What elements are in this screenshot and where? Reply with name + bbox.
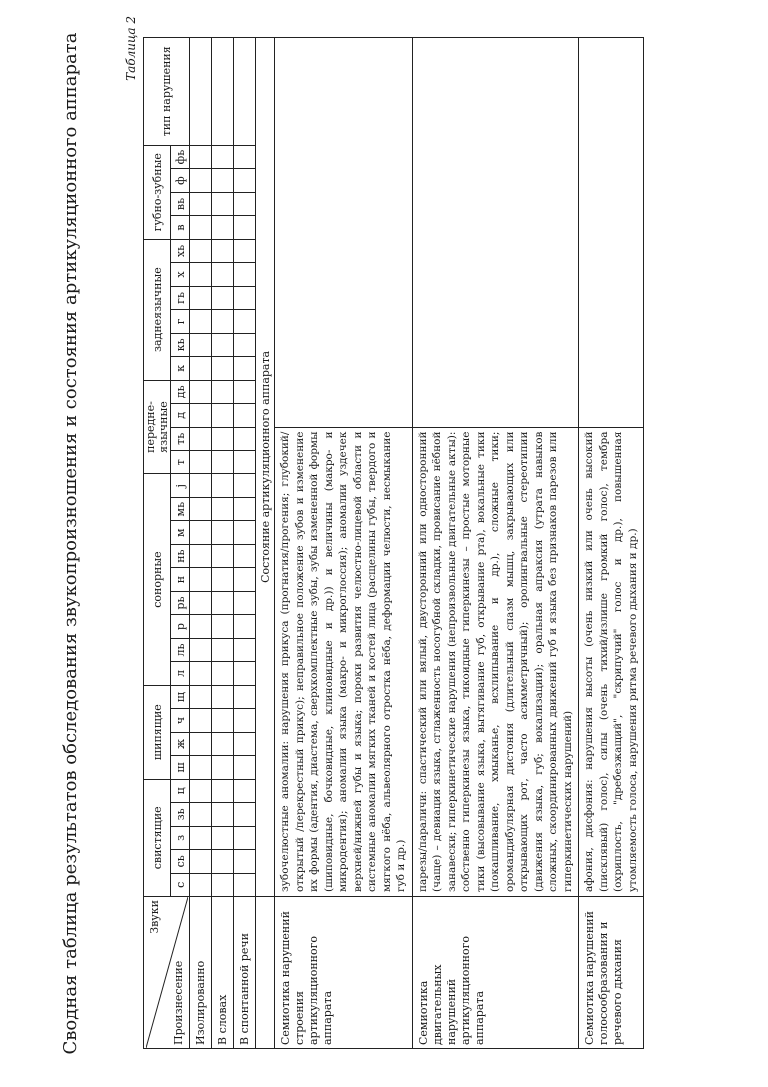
entry-cell[interactable] bbox=[212, 756, 234, 779]
entry-cell[interactable] bbox=[190, 756, 212, 779]
entry-cell[interactable] bbox=[190, 662, 212, 685]
pronunciation-row bbox=[212, 37, 234, 1048]
entry-cell[interactable] bbox=[234, 521, 256, 544]
semiotics-row bbox=[275, 37, 413, 1048]
entry-cell[interactable] bbox=[234, 216, 256, 239]
entry-cell[interactable] bbox=[190, 169, 212, 192]
sound-group-header: губно-зубные bbox=[144, 145, 171, 239]
entry-cell[interactable] bbox=[234, 310, 256, 333]
row-label: В словах bbox=[212, 897, 234, 1049]
entry-cell[interactable] bbox=[212, 568, 234, 591]
entry-cell[interactable] bbox=[190, 826, 212, 849]
entry-cell[interactable] bbox=[190, 497, 212, 520]
entry-cell[interactable] bbox=[234, 37, 256, 145]
entry-cell[interactable] bbox=[234, 286, 256, 309]
entry-cell[interactable] bbox=[212, 145, 234, 169]
entry-cell[interactable] bbox=[190, 615, 212, 638]
sound-column-header: нь bbox=[171, 544, 190, 567]
sound-column-header: щ bbox=[171, 685, 190, 709]
entry-cell[interactable] bbox=[190, 591, 212, 614]
sound-column-header: хь bbox=[171, 239, 190, 263]
entry-cell[interactable] bbox=[190, 333, 212, 356]
sound-column-header: р bbox=[171, 615, 190, 638]
entry-cell[interactable] bbox=[212, 638, 234, 661]
entry-cell[interactable] bbox=[234, 380, 256, 404]
sound-column-header: ль bbox=[171, 638, 190, 661]
entry-cell[interactable] bbox=[234, 709, 256, 732]
entry-cell[interactable] bbox=[212, 779, 234, 803]
sound-column-header: в bbox=[171, 216, 190, 239]
entry-cell[interactable] bbox=[212, 732, 234, 755]
entry-cell[interactable] bbox=[212, 544, 234, 567]
entry-cell[interactable] bbox=[234, 357, 256, 380]
sound-column-header: сь bbox=[171, 850, 190, 873]
entry-cell[interactable] bbox=[212, 169, 234, 192]
entry-cell[interactable] bbox=[212, 286, 234, 309]
entry-cell[interactable] bbox=[212, 192, 234, 215]
entry-cell[interactable] bbox=[190, 638, 212, 661]
entry-cell[interactable] bbox=[234, 169, 256, 192]
entry-cell[interactable] bbox=[212, 427, 234, 450]
sound-column-header: з bbox=[171, 826, 190, 849]
entry-cell[interactable] bbox=[234, 615, 256, 638]
entry-cell[interactable] bbox=[234, 685, 256, 709]
header-groups-row bbox=[144, 37, 171, 1048]
entry-cell[interactable] bbox=[234, 544, 256, 567]
entry-cell[interactable] bbox=[190, 451, 212, 474]
entry-cell[interactable] bbox=[234, 662, 256, 685]
entry-cell[interactable] bbox=[234, 404, 256, 427]
entry-cell[interactable] bbox=[190, 37, 212, 145]
entry-cell[interactable] bbox=[190, 145, 212, 169]
entry-cell[interactable] bbox=[234, 427, 256, 450]
sound-column-header: фь bbox=[171, 145, 190, 169]
entry-cell[interactable] bbox=[212, 263, 234, 286]
entry-cell[interactable] bbox=[212, 357, 234, 380]
entry-cell[interactable] bbox=[212, 451, 234, 474]
semiotics-label: Семиотика двигательных нарушений артикуляционного аппарата bbox=[412, 897, 579, 1049]
sound-column-header: дь bbox=[171, 380, 190, 404]
semiotics-entry[interactable] bbox=[579, 37, 644, 427]
entry-cell[interactable] bbox=[212, 826, 234, 849]
entry-cell[interactable] bbox=[190, 474, 212, 497]
entry-cell[interactable] bbox=[212, 216, 234, 239]
entry-cell[interactable] bbox=[190, 521, 212, 544]
section-title: Состояние артикуляционного аппарата bbox=[256, 37, 275, 896]
entry-cell[interactable] bbox=[234, 826, 256, 849]
pronunciation-row bbox=[234, 37, 256, 1048]
entry-cell[interactable] bbox=[234, 497, 256, 520]
entry-cell[interactable] bbox=[190, 310, 212, 333]
sound-column-header: вь bbox=[171, 192, 190, 215]
entry-cell[interactable] bbox=[212, 239, 234, 263]
corner-pronunciation-label: Произнесение bbox=[171, 960, 185, 1045]
sound-column-header: ф bbox=[171, 169, 190, 192]
page-title: Сводная таблица результатов обследования звукопроизношения и состояния артикуляционного аппарата bbox=[60, 32, 81, 1055]
entry-cell[interactable] bbox=[234, 638, 256, 661]
entry-cell[interactable] bbox=[190, 263, 212, 286]
entry-cell[interactable] bbox=[212, 709, 234, 732]
entry-cell[interactable] bbox=[212, 380, 234, 404]
entry-cell[interactable] bbox=[190, 239, 212, 263]
entry-cell[interactable] bbox=[234, 451, 256, 474]
sound-group-header: заднеязычные bbox=[144, 239, 171, 380]
sound-column-header: кь bbox=[171, 333, 190, 356]
entry-cell[interactable] bbox=[212, 873, 234, 896]
sound-column-header: ш bbox=[171, 756, 190, 779]
entry-cell[interactable] bbox=[234, 732, 256, 755]
entry-cell[interactable] bbox=[190, 192, 212, 215]
sound-column-header: j bbox=[171, 474, 190, 497]
sound-column-header: ть bbox=[171, 427, 190, 450]
entry-cell[interactable] bbox=[234, 779, 256, 803]
violation-type-header: тип нарушения bbox=[144, 37, 190, 145]
entry-cell[interactable] bbox=[212, 497, 234, 520]
entry-cell[interactable] bbox=[212, 615, 234, 638]
entry-cell[interactable] bbox=[212, 685, 234, 709]
semiotics-label: Семиотика нарушений голосообразования и речевого дыхания bbox=[579, 897, 644, 1049]
entry-cell[interactable] bbox=[212, 662, 234, 685]
semiotics-entry[interactable] bbox=[412, 37, 579, 427]
entry-cell[interactable] bbox=[190, 850, 212, 873]
entry-cell[interactable] bbox=[190, 357, 212, 380]
entry-cell[interactable] bbox=[212, 404, 234, 427]
entry-cell[interactable] bbox=[234, 333, 256, 356]
sound-column-header: м bbox=[171, 521, 190, 544]
entry-cell[interactable] bbox=[190, 803, 212, 826]
sound-column-header: л bbox=[171, 662, 190, 685]
semiotics-description: парезы/параличи: спастический или вялый, двусторонний или односторонний (чаще) – девиация языка, сглаженность носогубной складки, провисание нёбной занавески; гиперкинетические нарушения (непроизвольные двигательные акты): собственно гиперкинезы языка, тикоидные гиперкинезы – простые моторные тики (высовывание языка, вытягивание губ, открывание рта), вокальные тики (покашливание, хмыканье, всхлипывание и др.), сложные тики; оромандибулярная дистония (длительный спазм мышц, закрывающих или открывающих рот, часто асимметричный); оролингвальные стереотипии (движения языка, губ; вокализации); оральная апраксия (утрата навыков сложных, скоординированных движений губ и языка без признаков парезов или гиперкинетических нарушений) bbox=[412, 427, 579, 896]
entry-cell[interactable] bbox=[212, 521, 234, 544]
entry-cell[interactable] bbox=[212, 850, 234, 873]
sound-group-header: передне-язычные bbox=[144, 380, 171, 474]
entry-cell[interactable] bbox=[212, 474, 234, 497]
entry-cell[interactable] bbox=[234, 239, 256, 263]
semiotics-description: афония, дисфония: нарушения высоты (очень низкий или очень высокий (писклявый) голос), силы (очень тихий/излише громкий голос), тембра (охриплость, "дребезжащий", "скрипучий" голос и др.), повышенная утомляемость голоса, нарушения ритма речевого дыхания и др.) bbox=[579, 427, 644, 896]
entry-cell[interactable] bbox=[190, 427, 212, 450]
sound-column-header: ч bbox=[171, 709, 190, 732]
entry-cell[interactable] bbox=[190, 380, 212, 404]
sound-column-header: ц bbox=[171, 779, 190, 803]
entry-cell[interactable] bbox=[234, 192, 256, 215]
entry-cell[interactable] bbox=[234, 568, 256, 591]
semiotics-row bbox=[412, 37, 579, 1048]
entry-cell[interactable] bbox=[234, 591, 256, 614]
sound-column-header: т bbox=[171, 451, 190, 474]
table-number: Таблица 2 bbox=[124, 16, 138, 81]
pronunciation-row bbox=[190, 37, 212, 1048]
sound-group-header: шипящие bbox=[144, 685, 171, 779]
sound-column-header: н bbox=[171, 568, 190, 591]
corner-sounds-label: Звуки bbox=[147, 900, 161, 934]
semiotics-row bbox=[579, 37, 644, 1048]
row-label: Изолированно bbox=[190, 897, 212, 1049]
sound-group-header: свистящие bbox=[144, 779, 171, 896]
entry-cell[interactable] bbox=[190, 685, 212, 709]
entry-cell[interactable] bbox=[190, 404, 212, 427]
sound-column-header: мь bbox=[171, 497, 190, 520]
entry-cell[interactable] bbox=[212, 591, 234, 614]
entry-cell[interactable] bbox=[234, 145, 256, 169]
sound-column-header: рь bbox=[171, 591, 190, 614]
sound-column-header: с bbox=[171, 873, 190, 896]
entry-cell[interactable] bbox=[212, 37, 234, 145]
section-row bbox=[256, 37, 275, 1048]
entry-cell[interactable] bbox=[234, 474, 256, 497]
entry-cell[interactable] bbox=[190, 568, 212, 591]
sound-column-header: гь bbox=[171, 286, 190, 309]
sound-column-header: к bbox=[171, 357, 190, 380]
sound-column-header: д bbox=[171, 404, 190, 427]
sound-column-header: х bbox=[171, 263, 190, 286]
sound-column-header: зь bbox=[171, 803, 190, 826]
sound-column-header: г bbox=[171, 310, 190, 333]
row-label: В спонтанной речи bbox=[234, 897, 256, 1049]
entry-cell[interactable] bbox=[234, 803, 256, 826]
entry-cell[interactable] bbox=[234, 850, 256, 873]
semiotics-entry[interactable] bbox=[275, 37, 413, 427]
entry-cell[interactable] bbox=[212, 333, 234, 356]
corner-cell bbox=[144, 897, 190, 1049]
sound-group-header: сонорные bbox=[144, 474, 171, 685]
entry-cell[interactable] bbox=[190, 286, 212, 309]
entry-cell[interactable] bbox=[190, 732, 212, 755]
sound-column-header: ж bbox=[171, 732, 190, 755]
semiotics-label: Семиотика нарушений строения артикуляционного аппарата bbox=[275, 897, 413, 1049]
entry-cell[interactable] bbox=[212, 310, 234, 333]
entry-cell[interactable] bbox=[234, 263, 256, 286]
entry-cell[interactable] bbox=[190, 779, 212, 803]
entry-cell[interactable] bbox=[190, 873, 212, 896]
entry-cell[interactable] bbox=[234, 873, 256, 896]
entry-cell[interactable] bbox=[190, 709, 212, 732]
entry-cell[interactable] bbox=[212, 803, 234, 826]
entry-cell[interactable] bbox=[190, 216, 212, 239]
entry-cell[interactable] bbox=[234, 756, 256, 779]
entry-cell[interactable] bbox=[190, 544, 212, 567]
summary-table bbox=[143, 37, 644, 1049]
semiotics-description: зубочелюстные аномалии: нарушения прикуса (прогнатия/прогения; глубокий/открытый /перекрестный прикус); неправильное положение зубов и изменение их формы (адентия, диастема, сверхкомплектные зубы, зубы измененной формы (шиповидные, бочковидные, клиновидные и др.)) и величины (макро- и микродентия); аномалии языка (макро- и микроглоссия); аномалии уздечек верхней/нижней губы и языка; пороки развития челюстно-лицевой области и системные аномалии мягких тканей и костей лица (расщелины губы, твердого и мягкого нёба, альвеолярного отростка нёба, деформации челюсти, несмыкание губ и др.) bbox=[275, 427, 413, 896]
